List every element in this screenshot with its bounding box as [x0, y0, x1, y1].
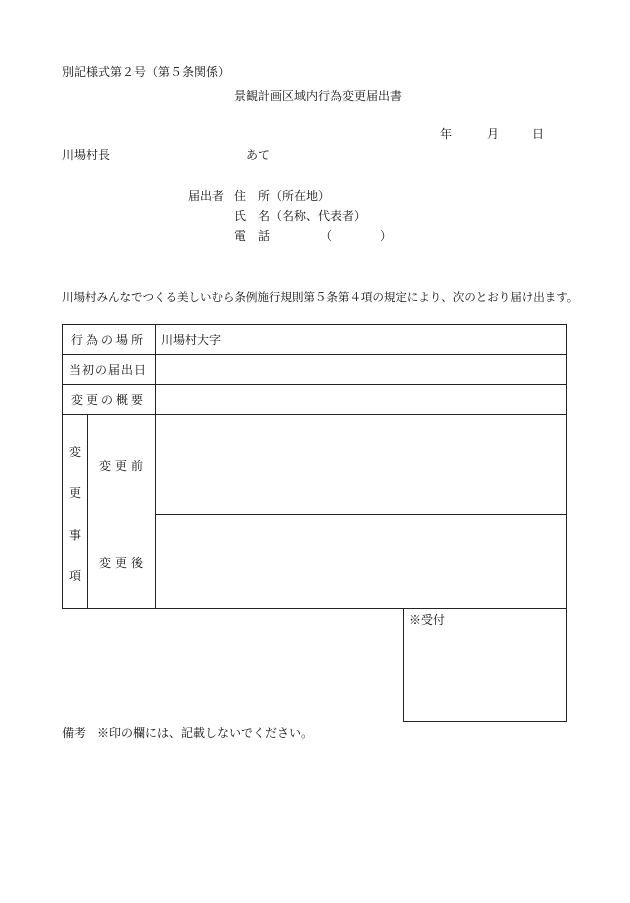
applicant-label: 届出者 — [188, 189, 225, 203]
change-items-char: 変 — [69, 445, 82, 459]
location-label: 行為の場所 — [71, 333, 147, 347]
receipt-label: ※受付 — [409, 613, 446, 627]
change-items-char: 項 — [69, 569, 82, 583]
table-column-divider — [87, 414, 88, 609]
location-value[interactable]: 川場村大字 — [161, 333, 222, 347]
change-summary-field[interactable] — [156, 385, 566, 413]
change-details-table — [62, 324, 567, 609]
date-month-label: 月 — [487, 127, 500, 141]
phone-paren-close: ） — [380, 229, 393, 243]
date-day-label: 日 — [532, 127, 545, 141]
note-label: 備考 — [62, 726, 87, 740]
phone-paren-open: （ — [320, 229, 333, 243]
change-items-char: 更 — [69, 486, 82, 500]
change-items-char: 事 — [69, 528, 82, 542]
receipt-box — [403, 608, 567, 722]
addressee-name: 川場村長 — [62, 148, 111, 162]
original-filing-date-label: 当初の届出日 — [69, 363, 148, 377]
phone-label: 電 話 — [234, 229, 271, 243]
change-summary-label: 変更の概要 — [71, 393, 147, 407]
statement-text: 川場村みんなでつくる美しいむら条例施行規則第５条第４項の規定により、次のとおり届け出ます。 — [62, 290, 579, 304]
address-label: 住 所（所在地） — [234, 189, 331, 203]
form-number: 別記様式第２号（第５条関係） — [62, 65, 231, 79]
before-change-label: 変更前 — [99, 459, 148, 473]
original-filing-date-field[interactable] — [156, 355, 566, 383]
document-title: 景観計画区域内行為変更届出書 — [234, 89, 403, 103]
name-label: 氏 名（名称、代表者） — [234, 209, 367, 223]
before-change-field[interactable] — [156, 415, 566, 513]
addressee-suffix: あて — [246, 148, 271, 162]
date-year-label: 年 — [440, 127, 453, 141]
after-change-field[interactable] — [156, 515, 566, 608]
note-text: ※印の欄には、記載しないでください。 — [97, 726, 314, 740]
after-change-label: 変更後 — [99, 556, 148, 570]
